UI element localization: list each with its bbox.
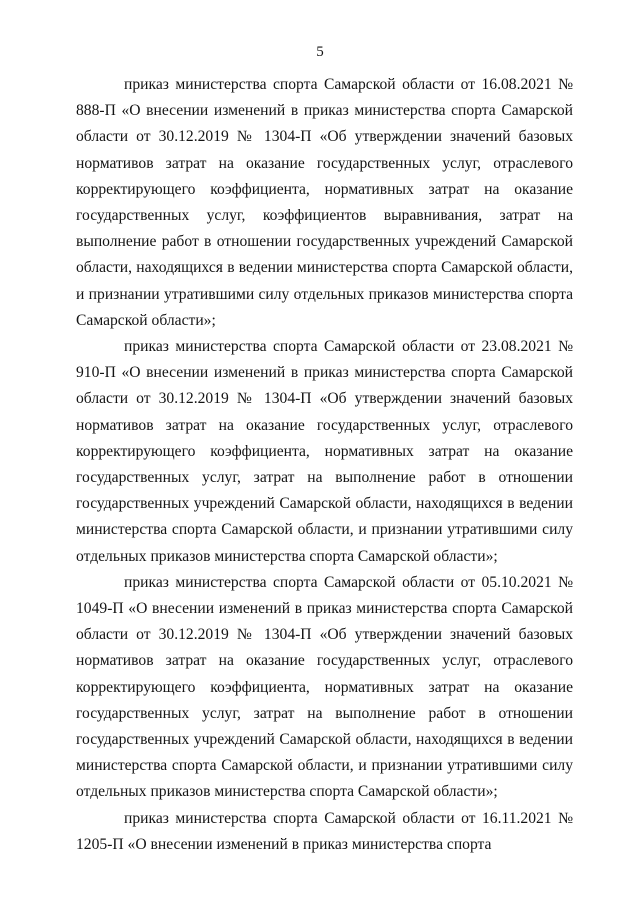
paragraph-order-1205: приказ министерства спорта Самарской области от 16.11.2021 № 1205-П «О внесении изменений в приказ министерства спорта [76, 809, 573, 853]
paragraph-order-1049: приказ министерства спорта Самарской области от 05.10.2021 № 1049-П «О внесении изменений в приказ министерства спорта Самарской области от 30.12.2019 № 1304-П «Об утверждении значений базовых нормативов затрат на оказание государственных услуг, отраслевого корректирующего коэффициента, нормативных затрат на оказание государственных услуг, затрат на выполнение работ в отношении государственных учреждений Самарской области, находящихся в ведении министерства спорта Самарской области, и признании утратившими силу отдельных приказов министерства спорта Самарской области»; [76, 573, 573, 801]
document-body [76, 72, 573, 858]
paragraph-order-888: приказ министерства спорта Самарской области от 16.08.2021 № 888-П «О внесении изменений в приказ министерства спорта Самарской области от 30.12.2019 № 1304-П «Об утверждении значений базовых нормативов затрат на оказание государственных услуг, отраслевого корректирующего коэффициента, нормативных затрат на оказание государственных услуг, коэффициентов выравнивания, затрат на выполнение работ в отношении государственных учреждений Самарской области, находящихся в ведении министерства спорта Самарской области, и признании утратившими силу отдельных приказов министерства спорта Самарской области»; [76, 76, 573, 329]
page-number: 5 [316, 44, 324, 60]
paragraph-order-910: приказ министерства спорта Самарской области от 23.08.2021 № 910-П «О внесении изменений в приказ министерства спорта Самарской области от 30.12.2019 № 1304-П «Об утверждении значений базовых нормативов затрат на оказание государственных услуг, отраслевого корректирующего коэффициента, нормативных затрат на оказание государственных услуг, затрат на выполнение работ в отношении государственных учреждений Самарской области, находящихся в ведении министерства спорта Самарской области, и признании утратившими силу отдельных приказов министерства спорта Самарской области»; [76, 338, 573, 565]
